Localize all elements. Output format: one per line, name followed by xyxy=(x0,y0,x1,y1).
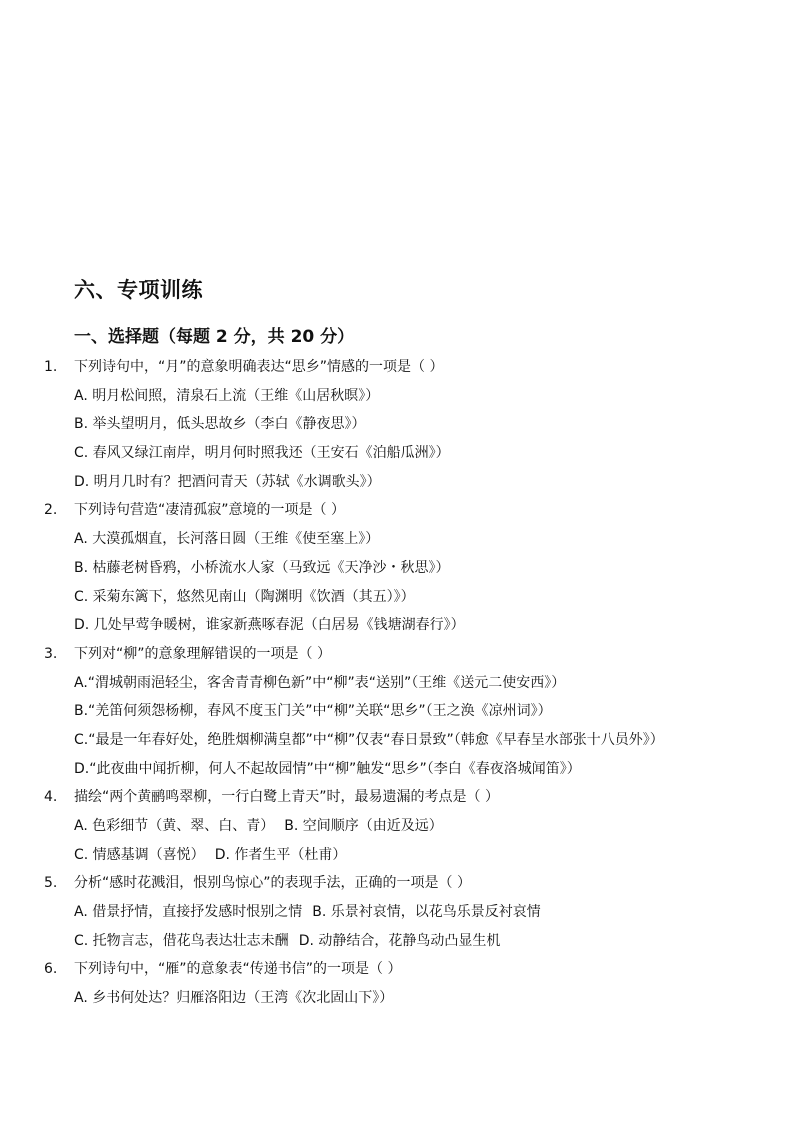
option-d: D. 几处早莺争暖树，谁家新燕啄春泥（白居易《钱塘湖春行》） xyxy=(74,617,465,634)
option-d: D. 明月几时有？把酒问青天（苏轼《水调歌头》） xyxy=(74,473,381,490)
question-4 xyxy=(44,787,744,864)
question-6 xyxy=(44,959,744,1008)
question-stem xyxy=(44,959,744,979)
question-list xyxy=(44,357,744,1017)
question-number: 3. xyxy=(44,645,58,662)
option-b: B. 空间顺序（由近及远） xyxy=(284,818,443,834)
question-stem xyxy=(44,787,744,807)
option-b: B.“羌笛何须怨杨柳，春风不度玉门关”中“柳”关联“思乡”（王之涣《凉州词》） xyxy=(74,703,552,720)
question-number: 1. xyxy=(44,359,58,375)
question-2 xyxy=(44,500,744,635)
option-c: C. 托物言志，借花鸟表达壮志未酬 xyxy=(74,932,289,949)
question-number: 5. xyxy=(44,875,58,892)
option-c: C.“最是一年春好处，绝胜烟柳满皇都”中“柳”仅表“春日景致”（韩愈《早春呈水部张十八员外》） xyxy=(74,731,664,748)
question-number: 6. xyxy=(44,961,58,978)
option-a: A. 借景抒情，直接抒发感时恨别之情 xyxy=(74,904,303,921)
option-a: A. 乡书何处达？归雁洛阳边（王湾《次北固山下》） xyxy=(74,990,394,1007)
question-text: 下列对“柳”的意象理解错误的一项是（ ） xyxy=(74,645,331,662)
option-a: A. 色彩细节（黄、翠、白、青） xyxy=(74,818,275,834)
section-title: 六、专项训练 xyxy=(74,278,203,302)
option-d: D.“此夜曲中闻折柳，何人不起故园情”中“柳”触发“思乡”（李白《春夜洛城闻笛》） xyxy=(74,760,581,777)
question-3 xyxy=(44,644,744,779)
question-text: 下列诗句营造“凄清孤寂”意境的一项是（ ） xyxy=(74,502,345,519)
option-row xyxy=(44,816,744,836)
question-number: 4. xyxy=(44,789,58,806)
option-row xyxy=(44,845,744,865)
question-stem xyxy=(44,357,744,377)
option-c: C. 采菊东篱下，悠然见南山（陶渊明《饮酒（其五）》） xyxy=(74,588,415,605)
option-c: C. 春风又绿江南岸，明月何时照我还（王安石《泊船瓜洲》） xyxy=(74,445,450,462)
option-a: A.“渭城朝雨浥轻尘，客舍青青柳色新”中“柳”表“送别”（王维《送元二使安西》） xyxy=(74,674,566,691)
question-stem xyxy=(44,873,744,893)
question-1 xyxy=(44,357,744,492)
option-c: C. 情感基调（喜悦） xyxy=(74,846,205,863)
option-a: A. 大漠孤烟直，长河落日圆（王维《使至塞上》） xyxy=(74,531,380,548)
question-stem xyxy=(44,644,744,664)
question-text: 下列诗句中，“雁”的意象表“传递书信”的一项是（ ） xyxy=(74,961,402,978)
option-b: B. 枯藤老树昏鸦，小桥流水人家（马致远《天净沙・秋思》） xyxy=(74,559,450,576)
option-d: D. 作者生平（杜甫） xyxy=(214,846,347,863)
option-b: B. 乐景衬哀情，以花鸟乐景反衬哀情 xyxy=(312,904,541,921)
question-text: 描绘“两个黄鹂鸣翠柳，一行白鹭上青天”时，最易遗漏的考点是（ ） xyxy=(74,789,499,806)
question-stem xyxy=(44,500,744,520)
question-number: 2. xyxy=(44,502,58,519)
subsection-title: 一、选择题（每题 2 分，共 20 分） xyxy=(74,327,355,347)
option-row xyxy=(44,902,744,922)
option-row xyxy=(44,931,744,951)
option-b: B. 举头望明月，低头思故乡（李白《静夜思》） xyxy=(74,416,366,433)
option-d: D. 动静结合，花静鸟动凸显生机 xyxy=(298,932,501,949)
question-text: 分析“感时花溅泪，恨别鸟惊心”的表现手法，正确的一项是（ ） xyxy=(74,875,471,892)
question-5 xyxy=(44,873,744,950)
question-text: 下列诗句中，“月”的意象明确表达“思乡”情感的一项是（ ） xyxy=(74,359,444,375)
option-a: A. 明月松间照，清泉石上流（王维《山居秋暝》） xyxy=(74,387,380,404)
